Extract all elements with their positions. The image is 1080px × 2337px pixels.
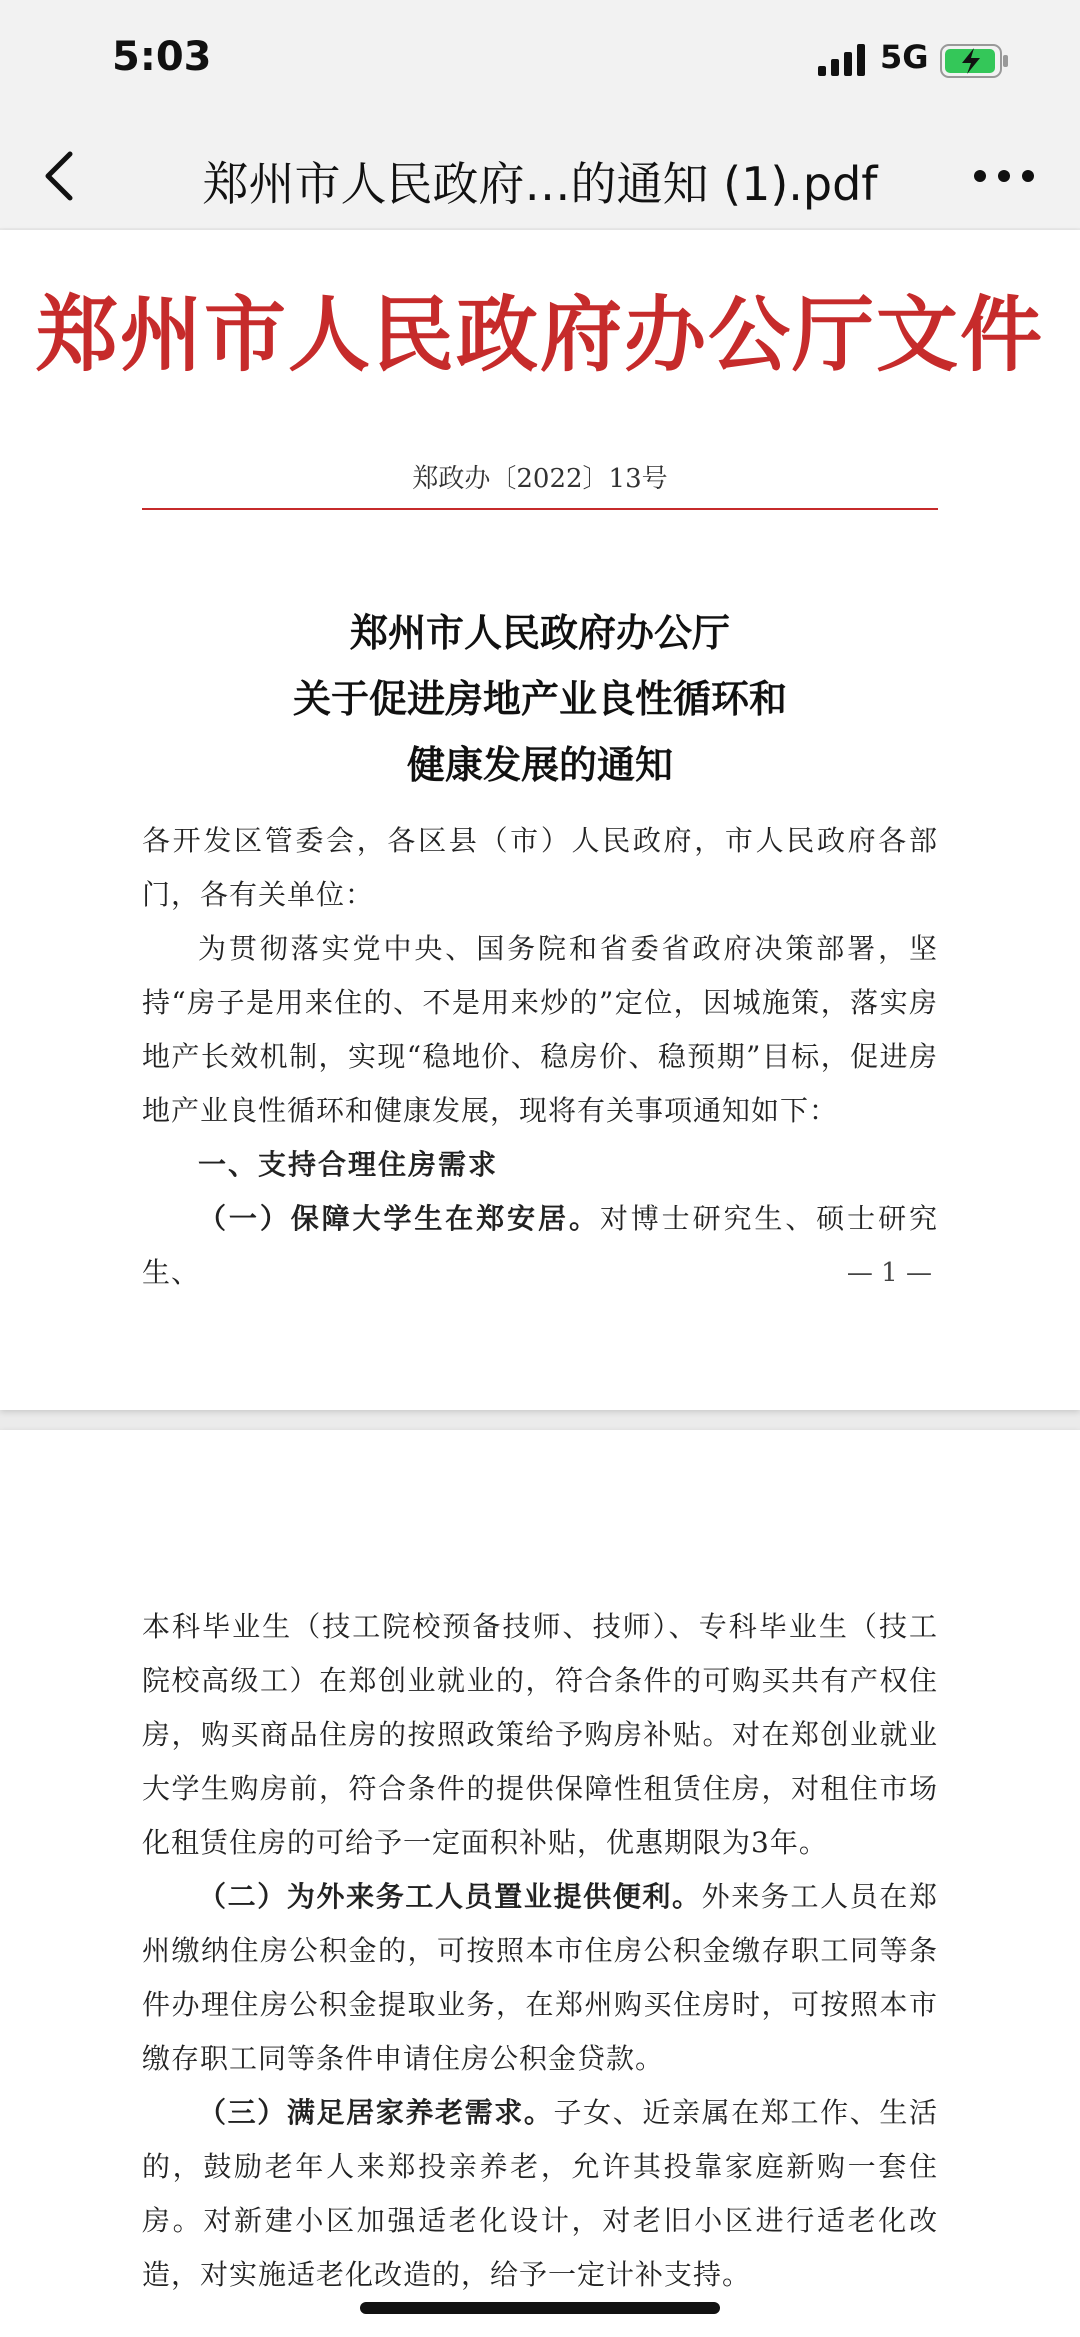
document-title: 郑州市人民政府…的通知 (1).pdf [202, 157, 878, 211]
document-number: 郑政办〔2022〕13号 [412, 464, 668, 494]
pdf-page-2 [0, 1430, 1080, 2337]
notice-title-line: 郑州市人民政府办公厅 [349, 610, 730, 655]
status-time: 5:03 [112, 34, 212, 80]
red-divider [142, 508, 938, 510]
battery-charging-icon [940, 44, 1010, 78]
item3-text: 子女、近亲属在郑工作、生活的，鼓励老年人来郑投亲养老，允许其投靠家庭新购一套住房。对新建小区加强适老化设计，对老旧小区进行适老化改造，对实施适老化改造的，给予一定计补支持。 [142, 2096, 938, 2291]
item3-paragraph [142, 2086, 938, 2302]
item2-text: 外来务工人员在郑州缴纳住房公积金的，可按照本市住房公积金缴存职工同等条件办理住房公积金提取业务，在郑州购买住房时，可按照本市缴存职工同等条件申请住房公积金贷款。 [142, 1880, 938, 2075]
network-type: 5G [880, 38, 929, 76]
status-bar [0, 0, 1080, 120]
page2-body [142, 1600, 938, 2302]
home-indicator[interactable] [360, 2302, 720, 2314]
section-heading: 一、支持合理住房需求 [198, 1148, 499, 1181]
item3-lead: （三）满足居家养老需求。 [198, 2096, 554, 2129]
more-options-icon[interactable] [972, 164, 1036, 188]
item2-lead: （二）为外来务工人员置业提供便利。 [198, 1880, 702, 1913]
back-chevron-icon[interactable] [40, 148, 80, 204]
addressee: 各开发区管委会，各区县（市）人民政府，市人民政府各部门，各有关单位： [142, 824, 938, 911]
item1-text: 对博士研究生、硕士研究生、 [142, 1202, 938, 1289]
intro-paragraph: 为贯彻落实党中央、国务院和省委省政府决策部署，坚持“房子是用来住的、不是用来炒的”定位，因城施策，落实房地产长效机制，实现“稳地价、稳房价、稳预期”目标，促进房地产业良性循环和健康发展，现将有关事项通知如下： [142, 932, 938, 1127]
page2-paragraph: 本科毕业生（技工院校预备技师、技师）、专科毕业生（技工院校高级工）在郑创业就业的，符合条件的可购买共有产权住房，购买商品住房的按照政策给予购房补贴。对在郑创业就业大学生购房前，符合条件的提供保障性租赁住房，对租住市场化租赁住房的可给予一定面积补贴，优惠期限为3年。 [142, 1610, 938, 1859]
item1-lead: （一）保障大学生在郑安居。 [198, 1202, 600, 1235]
item1-paragraph [142, 1192, 938, 1300]
notice-title [0, 600, 1080, 798]
notice-title-line: 关于促进房地产业良性循环和 [292, 676, 787, 721]
document-header: 郑州市人民政府办公厅文件 [35, 287, 1044, 383]
pdf-page-1 [0, 230, 1080, 1410]
page-number: — 1 — [846, 1258, 932, 1288]
item2-paragraph [142, 1870, 938, 2086]
notice-title-line: 健康发展的通知 [406, 742, 673, 787]
page1-body [142, 814, 938, 1300]
nav-bar [0, 120, 1080, 228]
cellular-signal-icon [818, 44, 868, 76]
